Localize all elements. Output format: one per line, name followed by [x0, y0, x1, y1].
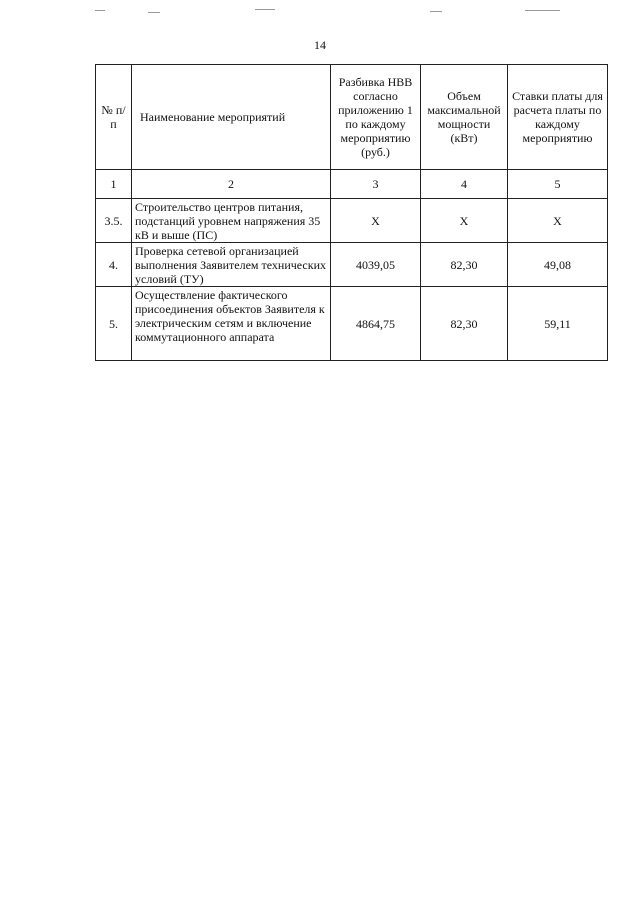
- row-rate-value: 59,11: [508, 287, 608, 361]
- column-number: 2: [132, 170, 331, 199]
- column-number: 5: [508, 170, 608, 199]
- column-numbers-row: [96, 170, 608, 199]
- header-max-power: Объем максимальной мощности (кВт): [421, 65, 508, 170]
- table-row: [96, 243, 608, 287]
- column-number: 3: [331, 170, 421, 199]
- column-number: 1: [96, 170, 132, 199]
- scan-artifact: [95, 10, 105, 11]
- table-header-row: [96, 65, 608, 170]
- scan-artifact: [430, 11, 442, 12]
- row-nvv-value: 4039,05: [331, 243, 421, 287]
- column-number: 4: [421, 170, 508, 199]
- row-number: 3.5.: [96, 199, 132, 243]
- scan-artifact: [525, 10, 560, 11]
- row-nvv-value: Х: [331, 199, 421, 243]
- row-power-value: Х: [421, 199, 508, 243]
- row-measure-name: Проверка сетевой организацией выполнения Заявителем технических условий (ТУ): [132, 243, 331, 287]
- row-number: 4.: [96, 243, 132, 287]
- row-nvv-value: 4864,75: [331, 287, 421, 361]
- page-number: 14: [314, 38, 326, 52]
- table-row: [96, 199, 608, 243]
- row-measure-name: Строительство центров питания, подстанций уровнем напряжения 35 кВ и выше (ПС): [132, 199, 331, 243]
- scan-artifact: [148, 12, 160, 13]
- row-power-value: 82,30: [421, 287, 508, 361]
- row-number: 5.: [96, 287, 132, 361]
- header-nvv-breakdown: Разбивка НВВ согласно приложению 1 по каждому мероприятию (руб.): [331, 65, 421, 170]
- scan-artifact: [255, 9, 275, 10]
- row-measure-name: Осуществление фактического присоединения объектов Заявителя к электрическим сетям и включение коммутационного аппарата: [132, 287, 331, 361]
- header-measure-name: Наименование мероприятий: [132, 65, 331, 170]
- header-number: № п/п: [96, 65, 132, 170]
- row-power-value: 82,30: [421, 243, 508, 287]
- measures-table: [95, 64, 608, 361]
- table-row: [96, 287, 608, 361]
- header-rates: Ставки платы для расчета платы по каждому мероприятию: [508, 65, 608, 170]
- row-rate-value: Х: [508, 199, 608, 243]
- row-rate-value: 49,08: [508, 243, 608, 287]
